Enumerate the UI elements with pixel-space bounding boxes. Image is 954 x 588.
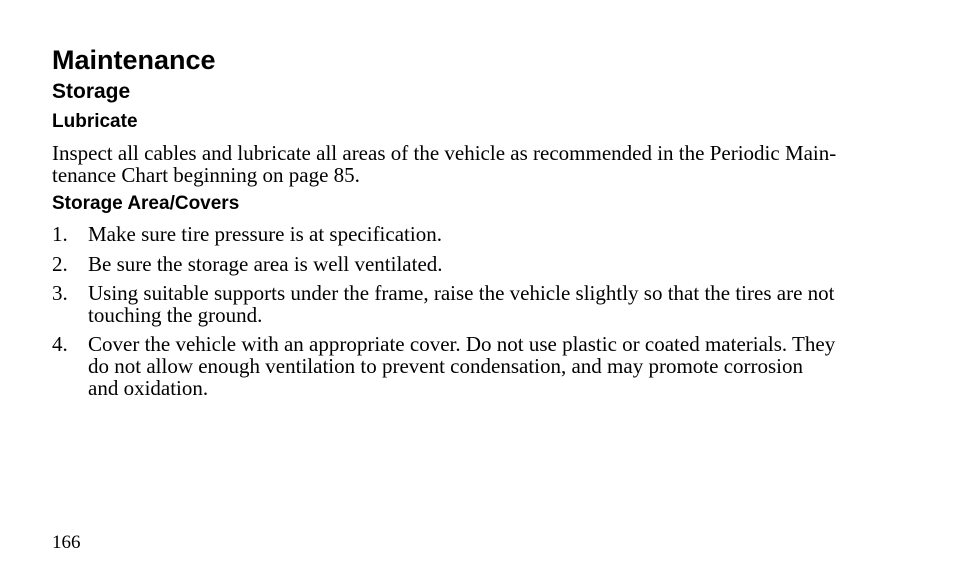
list-item-text <box>88 333 888 399</box>
document-page <box>52 0 892 588</box>
list-item-number: 3. <box>52 281 68 305</box>
lubricate-paragraph <box>52 142 882 186</box>
lubricate-heading: Lubricate <box>52 111 138 132</box>
list-item-line: Be sure the storage area is well ventilated. <box>88 252 443 276</box>
list-item-line: Using suitable supports under the frame, raise the vehicle slightly so that the tires are not <box>88 281 835 305</box>
list-item-number: 1. <box>52 222 68 246</box>
list-item-number: 2. <box>52 252 68 276</box>
subsection-title: Storage <box>52 80 131 103</box>
list-item-line: touching the ground. <box>88 303 263 327</box>
storage-area-heading: Storage Area/Covers <box>52 193 240 214</box>
paragraph-line: tenance Chart beginning on page 85. <box>52 163 360 187</box>
list-item-line: Make sure tire pressure is at specification. <box>88 222 442 246</box>
list-item-line: and oxidation. <box>88 376 209 400</box>
paragraph-line: Inspect all cables and lubricate all areas of the vehicle as recommended in the Periodic Main- <box>52 141 837 165</box>
list-item-number: 4. <box>52 332 68 356</box>
list-item-line: Cover the vehicle with an appropriate cover. Do not use plastic or coated materials. They <box>88 332 836 356</box>
page-number: 166 <box>52 532 81 553</box>
list-item-text <box>88 223 888 245</box>
list-item-text <box>88 282 888 326</box>
section-title: Maintenance <box>52 45 216 75</box>
list-item-line: do not allow enough ventilation to prevent condensation, and may promote corrosion <box>88 354 804 378</box>
list-item-text <box>88 253 888 275</box>
